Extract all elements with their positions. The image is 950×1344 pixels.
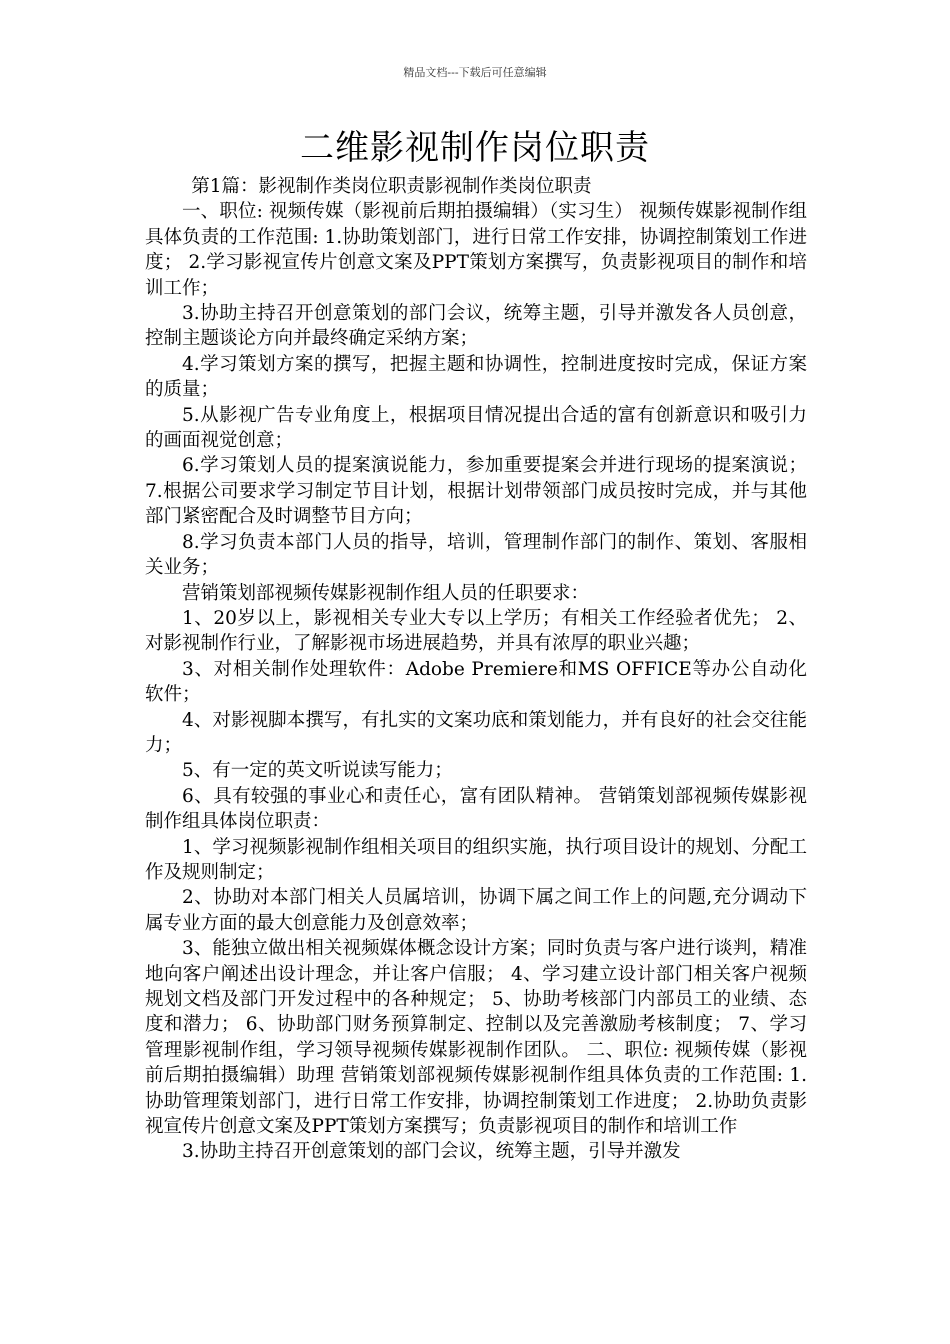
paragraph: 8.学习负责本部门人员的指导，培训，管理制作部门的制作、策划、客服相关业务； (145, 531, 807, 579)
paragraph: 营销策划部视频传媒影视制作组人员的任职要求： (182, 582, 590, 604)
paragraph: 一、职位: 视频传媒（影视前后期拍摄编辑）（实习生） 视频传媒影视制作组具体负责的工作范围: 1.协助策划部门，进行日常工作安排，协调控制策划工作进度； 2.学习影视宣传片创意文案及PPT策划方案撰写，负责影视项目的制作和培训工作； (145, 201, 807, 299)
paragraph: 6、具有较强的事业心和责任心，富有团队精神。 营销策划部视频传媒影视制作组具体岗位职责： (145, 785, 807, 833)
paragraph: 4.学习策划方案的撰写，把握主题和协调性，控制进度按时完成，保证方案的质量； (145, 353, 807, 401)
paragraph: 3.协助主持召开创意策划的部门会议，统筹主题，引导并激发各人员创意，控制主题谈论方向并最终确定采纳方案； (145, 303, 807, 350)
document-title: 二维影视制作岗位职责 (300, 128, 650, 168)
paragraph: 5、有一定的英文听说读写能力； (182, 760, 453, 782)
paragraph: 3、能独立做出相关视频媒体概念设计方案；同时负责与客户进行谈判，精准地向客户阐述出设计理念，并让客户信服； 4、学习建立设计部门相关客户视频规划文档及部门开发过程中的各种规定； 5、协助考核部门内部员工的业绩、态度和潜力； 6、协助部门财务预算制定、控制以及完善激励考核制度； 7、学习管理影视制作组，学习领导视频传媒影视制作团队。 二、职位: 视频传媒（影视前后期拍摄编辑）助理 营销策划部视频传媒影视制作组具体负责的工作范围: 1.协助管理策划部门，进行日常工作安排，协调控制策划工作进度； 2.协助负责影视宣传片创意文案及PPT策划方案撰写；负责影视项目的制作和培训工作 (145, 938, 807, 1138)
document-body (145, 174, 807, 1165)
paragraph: 3、对相关制作处理软件：Adobe Premiere和MS OFFICE等办公自动化软件； (145, 658, 807, 706)
paragraph: 6.学习策划人员的提案演说能力，参加重要提案会并进行现场的提案演说； 7.根据公司要求学习制定节目计划，根据计划带领部门成员按时完成，并与其他部门紧密配合及时调整节目方向； (145, 455, 807, 528)
paragraph: 2、协助对本部门相关人员属培训，协调下属之间工作上的问题,充分调动下属专业方面的最大创意能力及创意效率； (145, 887, 807, 934)
paragraph: 5.从影视广告专业角度上，根据项目情况提出合适的富有创新意识和吸引力的画面视觉创意； (145, 404, 807, 452)
document-subtitle: 第1篇：影视制作类岗位职责影视制作类岗位职责 (191, 176, 592, 197)
paragraph: 1、20岁以上，影视相关专业大专以上学历；有相关工作经验者优先； 2、对影视制作行业，了解影视市场进展趋势，并具有浓厚的职业兴趣； (145, 607, 807, 655)
paragraph: 3.协助主持召开创意策划的部门会议，统筹主题，引导并激发 (182, 1141, 681, 1163)
page-header-note: 精品文档---下载后可任意编辑 (403, 66, 547, 79)
paragraph: 1、学习视频影视制作组相关项目的组织实施，执行项目设计的规划、分配工作及规则制定； (145, 836, 807, 883)
paragraph: 4、对影视脚本撰写，有扎实的文案功底和策划能力，并有良好的社会交往能力； (145, 709, 807, 756)
